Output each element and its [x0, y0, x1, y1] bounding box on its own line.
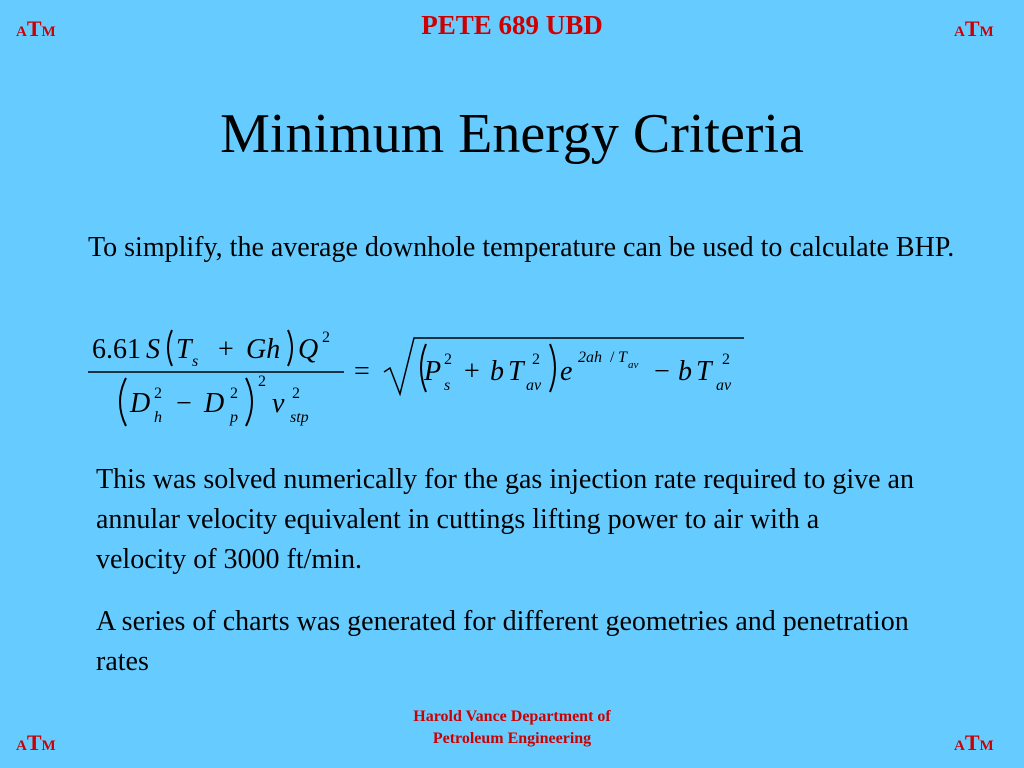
charts-paragraph: A series of charts was generated for different geometries and penetration rates — [96, 606, 909, 677]
logo-letter-t: T — [26, 16, 42, 41]
formula-sub-av: av — [526, 377, 542, 394]
formula-denom-paren-right — [246, 378, 252, 426]
formula-minus: − — [654, 356, 670, 387]
intro-paragraph: To simplify, the average downhole temperature can be used to calculate BHP. — [88, 232, 955, 263]
footer-program: Petroleum Engineering — [432, 730, 592, 747]
formula-sup-2: 2 — [444, 351, 452, 368]
footer — [0, 706, 1024, 750]
formula-v: v — [272, 388, 285, 419]
formula-denom-paren-left — [120, 378, 126, 426]
formula-sub-h: h — [154, 409, 162, 426]
formula-P: P — [424, 356, 442, 387]
formula-sub-s: s — [444, 377, 451, 394]
formula-paren-left — [168, 330, 172, 366]
bhp-formula — [80, 310, 770, 442]
logo-letter-t: T — [26, 730, 42, 755]
logo-letter-t: T — [964, 16, 980, 41]
formula-sup-2: 2 — [154, 385, 162, 402]
logo-letter-t: T — [964, 730, 980, 755]
logo-letter-a: A — [16, 24, 27, 40]
formula-sup-2: 2 — [532, 351, 540, 368]
formula-paren-right — [288, 330, 292, 366]
formula-b: b — [490, 356, 504, 387]
formula-exp-sub-av: av — [628, 359, 639, 371]
formula-coef: 6.61 — [92, 334, 141, 365]
logo-letter-a: A — [16, 738, 27, 754]
formula-sub-stp: stp — [290, 409, 309, 426]
formula-T: T — [176, 334, 192, 365]
formula-exp-T: T — [618, 349, 627, 366]
formula-T: T — [508, 356, 524, 387]
formula-sub-p: p — [230, 409, 238, 426]
slide-title: Minimum Energy Criteria — [220, 103, 804, 165]
logo-letter-a: A — [954, 24, 965, 40]
formula-Gh: Gh — [246, 334, 281, 365]
formula-b: b — [678, 356, 692, 387]
formula-minus: − — [176, 388, 192, 419]
formula-sub-s: s — [192, 353, 199, 370]
formula-exp-slash: / — [610, 349, 615, 366]
logo-letter-m: M — [979, 24, 994, 40]
course-title: PETE 689 UBD — [421, 10, 603, 40]
footer-department: Harold Vance Department of — [413, 708, 611, 725]
logo-letter-m: M — [41, 24, 56, 40]
formula-sup-2: 2 — [292, 385, 300, 402]
logo-letter-a: A — [954, 738, 965, 754]
formula-T: T — [696, 356, 712, 387]
formula-rad-paren-right — [550, 344, 555, 392]
formula-sup-2: 2 — [722, 351, 730, 368]
formula-Q: Q — [298, 334, 319, 365]
formula-sup-2: 2 — [322, 329, 330, 346]
formula-S: S — [146, 334, 160, 365]
formula-sup-2: 2 — [230, 385, 238, 402]
formula-plus: + — [218, 334, 234, 365]
formula-exp-2ah: 2ah — [578, 349, 602, 366]
formula-sub-av: av — [716, 377, 732, 394]
logo-letter-m: M — [41, 738, 56, 754]
logo-letter-m: M — [979, 738, 994, 754]
formula-D: D — [204, 388, 225, 419]
result-paragraph: This was solved numerically for the gas injection rate required to give an annular velocity equivalent in cuttings lifting power to air with a velocity of 3000 ft/min. — [96, 464, 914, 575]
formula-sup-2: 2 — [258, 373, 266, 390]
formula-plus: + — [464, 356, 480, 387]
formula-e: e — [560, 356, 573, 387]
formula-equals: = — [354, 356, 370, 387]
formula-D: D — [130, 388, 151, 419]
